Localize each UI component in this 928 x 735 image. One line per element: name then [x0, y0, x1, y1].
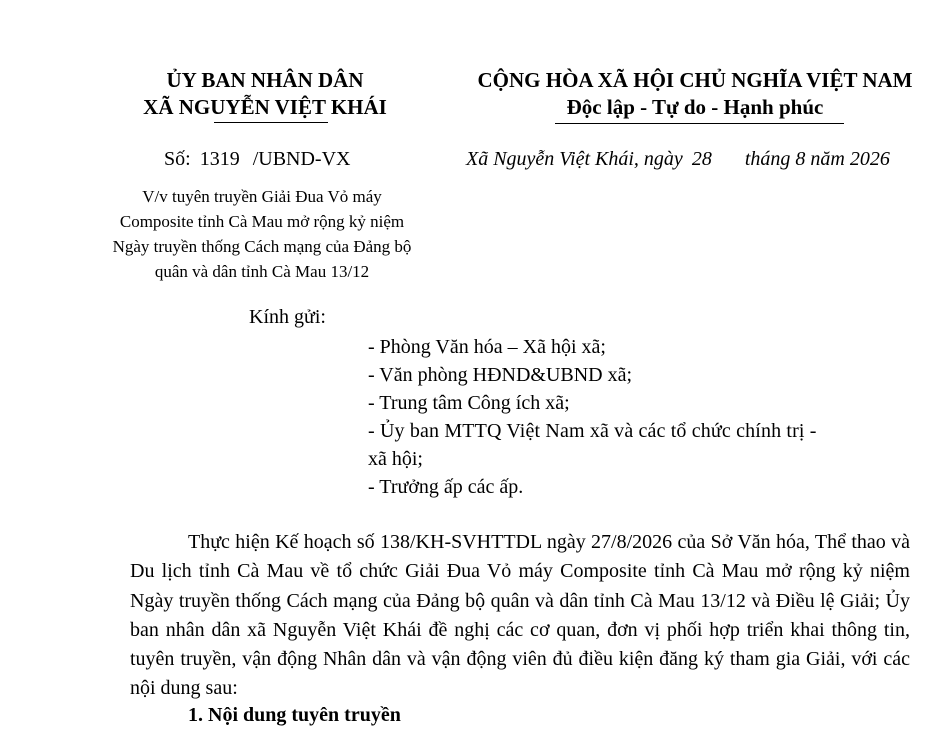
- document-subject: V/v tuyên truyền Giải Đua Vỏ máy Composite tỉnh Cà Mau mở rộng kỷ niệm Ngày truyền thống Cách mạng của Đảng bộ quân và dân tỉnh Cà Mau 13/12: [112, 187, 412, 281]
- recipient-item: - Trưởng ấp các ấp.: [368, 476, 524, 498]
- document-number-value: 1319: [199, 148, 240, 170]
- recipient-item-continuation: xã hội;: [368, 448, 423, 470]
- agency-underline: [214, 122, 328, 123]
- nation-motto: Độc lập - Tự do - Hạnh phúc: [566, 95, 824, 119]
- recipient-item: - Ủy ban MTTQ Việt Nam xã và các tổ chức chính trị -: [368, 420, 817, 442]
- recipient-item: - Văn phòng HĐND&UBND xã;: [368, 364, 633, 386]
- date-month-year: tháng 8 năm 2026: [744, 148, 890, 170]
- recipients-list: [368, 333, 928, 501]
- date-day: 28: [691, 148, 712, 170]
- recipients-label: Kính gửi:: [249, 306, 326, 328]
- body-paragraph: Thực hiện Kế hoạch số 138/KH-SVHTTDL ngày 27/8/2026 của Sở Văn hóa, Thể thao và Du lịch tỉnh Cà Mau về tổ chức Giải Đua Vỏ máy Composite tỉnh Cà Mau mở rộng kỷ niệm Ngày truyền thống Cách mạng của Đảng bộ quân và dân tỉnh Cà Mau 13/12 và Điều lệ Giải; Ủy ban nhân dân xã Nguyễn Việt Khái đề nghị các cơ quan, đơn vị phối hợp triển khai thông tin, tuyên truyền, vận động Nhân dân và vận động viên đủ điều kiện đăng ký tham gia Giải, với các nội dung sau:: [130, 531, 910, 700]
- recipient-item: - Trung tâm Công ích xã;: [368, 392, 570, 414]
- place-date: [466, 148, 890, 171]
- document-number-label: Số:: [164, 148, 191, 170]
- place-date-prefix: Xã Nguyễn Việt Khái, ngày: [466, 148, 683, 170]
- section-heading: 1. Nội dung tuyên truyền: [188, 704, 401, 726]
- agency-name-line1: ỦY BAN NHÂN DÂN: [166, 68, 364, 92]
- nation-title: CỘNG HÒA XÃ HỘI CHỦ NGHĨA VIỆT NAM: [477, 68, 913, 92]
- document-number: [164, 148, 350, 171]
- document-number-suffix: /UBND-VX: [252, 148, 351, 170]
- motto-underline: [555, 123, 844, 124]
- recipient-item: - Phòng Văn hóa – Xã hội xã;: [368, 336, 606, 358]
- agency-name-line2: XÃ NGUYỄN VIỆT KHÁI: [143, 95, 387, 119]
